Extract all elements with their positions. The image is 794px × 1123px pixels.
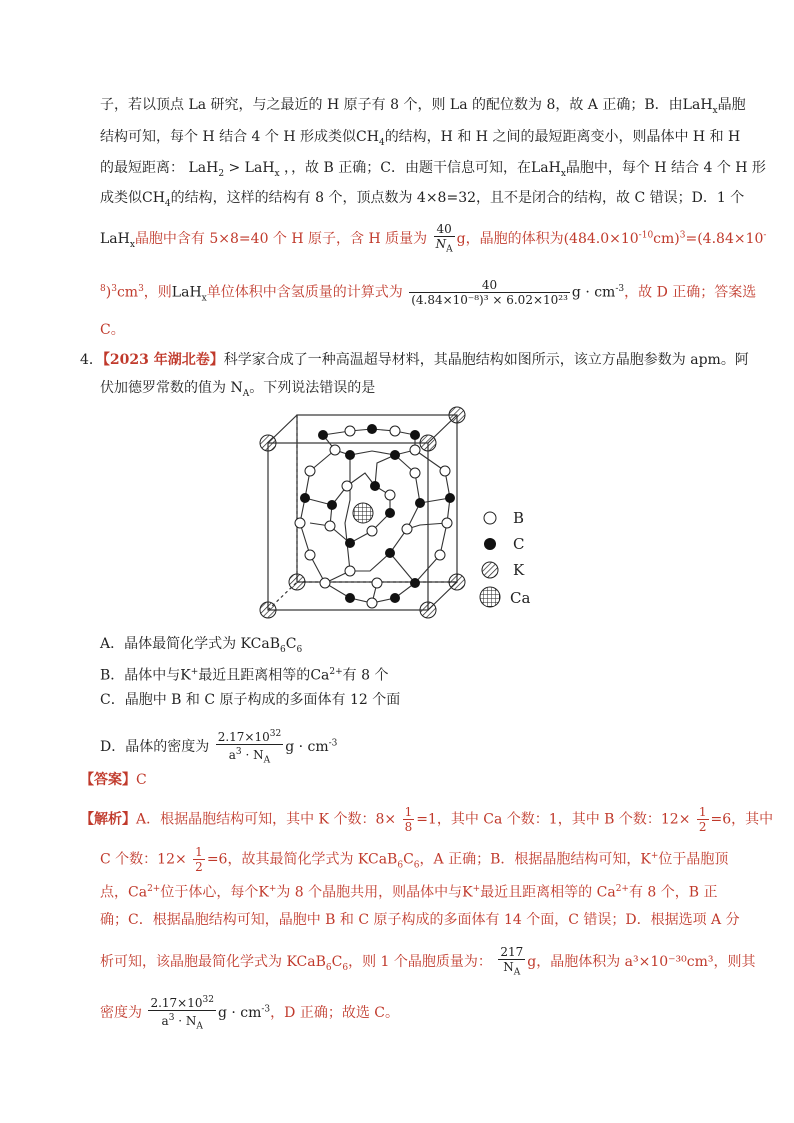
crystal-structure-figure: [250, 403, 550, 625]
prev-line-5: LaH$_x$晶胞中含有 5×8=40 个 H 原子，含 H 质量为 $\frac{40}{N_A}$ g，晶胞的体积为$(484.0\times 10^{-10}cm)^3=(4.84\times 10^-$: [100, 222, 767, 255]
prev-line-6: $^8)^3cm^3$，则LaH$_x$单位体积中含氢质量的计算式为 $\frac{40}{\text{(4.84×10⁻⁸)³ × 6.02×10²³}}$ $g \cdot cm^{-3}$，故 D 正确；答案选: [100, 278, 757, 307]
answer-line: 【答案】C: [80, 772, 147, 788]
option-a: A．晶体最简化学式为 $KCaB_6C_6$: [100, 636, 303, 655]
prev-line-1: 子，若以顶点 La 研究，与之最近的 H 原子有 8 个，则 La 的配位数为 8，故 A 正确；B．由LaH$_x$晶胞: [100, 97, 746, 116]
legend-k-icon: [481, 561, 499, 579]
question-line-2: 伏加德罗常数的值为 $N_A$。下列说法错误的是: [100, 380, 376, 399]
frac-40-na: $\frac{40}{N_A}$: [435, 222, 453, 255]
legend-b-label: B: [513, 509, 525, 527]
frac-density-d: $\frac{2.17\times 10^{32}}{a^3 \cdot N_A}$: [217, 729, 282, 766]
analysis-line-6: 密度为 $\frac{2.17\times 10^{32}}{a^3 \cdot N_A}$ $g \cdot cm^{-3}$，D 正确；故选 C。: [100, 995, 400, 1032]
c-atoms: [300, 424, 455, 603]
question-line-1: 4．【2023 年湖北卷】科学家合成了一种高温超导材料，其晶胞结构如图所示，该立方晶胞参数为 apm。阿: [80, 352, 749, 368]
analysis-line-2: C 个数：12× $\frac{1}{2}$ =6，故其最简化学式为 $KCaB_6C_6$，A 正确；B．根据晶胞结构可知，K+位于晶胞顶: [100, 845, 729, 874]
prev-line-2: 结构可知，每个 H 结合 4 个 H 形成类似$CH_4$的结构，H 和 H 之间的最短距离变小，则晶体中 H 和 H: [100, 129, 741, 148]
analysis-line-3: 点，$Ca^{2+}$位于体心，每个K+为 8 个晶胞共用，则晶体中与K+最近且距离相等的 $Ca^{2+}$有 8 个，B 正: [100, 884, 718, 901]
analysis-line-4: 确；C．根据晶胞结构可知，晶胞中 B 和 C 原子构成的多面体有 14 个面，C 错误；D．根据选项 A 分: [100, 912, 740, 928]
legend-c-icon: [483, 537, 497, 551]
option-b: B．晶体中与K+最近且距离相等的$Ca^{2+}$有 8 个: [100, 667, 389, 684]
prev-line-4: 成类似$CH_4$的结构，这样的结构有 8 个，顶点数为 4×8=32，且不是闭合的结构，故 C 错误；D．1 个: [100, 190, 745, 209]
legend-c-label: C: [513, 535, 525, 553]
legend-b-icon: [483, 511, 497, 525]
analysis-line-1: 【解析】A．根据晶胞结构可知，其中 K 个数：8× $\frac{1}{8}$ =1，其中 Ca 个数：1，其中 B 个数：12× $\frac{1}{2}$ =6，其中: [80, 805, 774, 834]
legend-k-label: K: [513, 561, 525, 579]
ca-atom: [353, 503, 373, 523]
prev-line-3: 的最短距离： LaH$_2$ > LaH$_x$ ，，故 B 正确；C．由题干信息可知，在LaH$_x$晶胞中，每个 H 结合 4 个 H 形: [100, 160, 766, 179]
legend-ca-icon: [479, 586, 501, 608]
option-c: C．晶胞中 B 和 C 原子构成的多面体有 12 个面: [100, 692, 401, 708]
prev-line-7: C。: [100, 322, 125, 338]
legend-ca-label: Ca: [510, 589, 531, 607]
option-d: D．晶体的密度为 $\frac{2.17\times 10^{32}}{a^3 \cdot N_A}$ $g \cdot cm^{-3}$: [100, 729, 338, 766]
frac-density-prev: $\frac{40}{\text{(4.84×10⁻⁸)³ × 6.02×10²³}}$: [411, 278, 568, 307]
analysis-line-5: 析可知，该晶胞最简化学式为 $KCaB_6C_6$，则 1 个晶胞质量为： $\frac{217}{N_A}$ g，晶胞体积为 a³×10⁻³⁰cm³，则其: [100, 945, 756, 978]
